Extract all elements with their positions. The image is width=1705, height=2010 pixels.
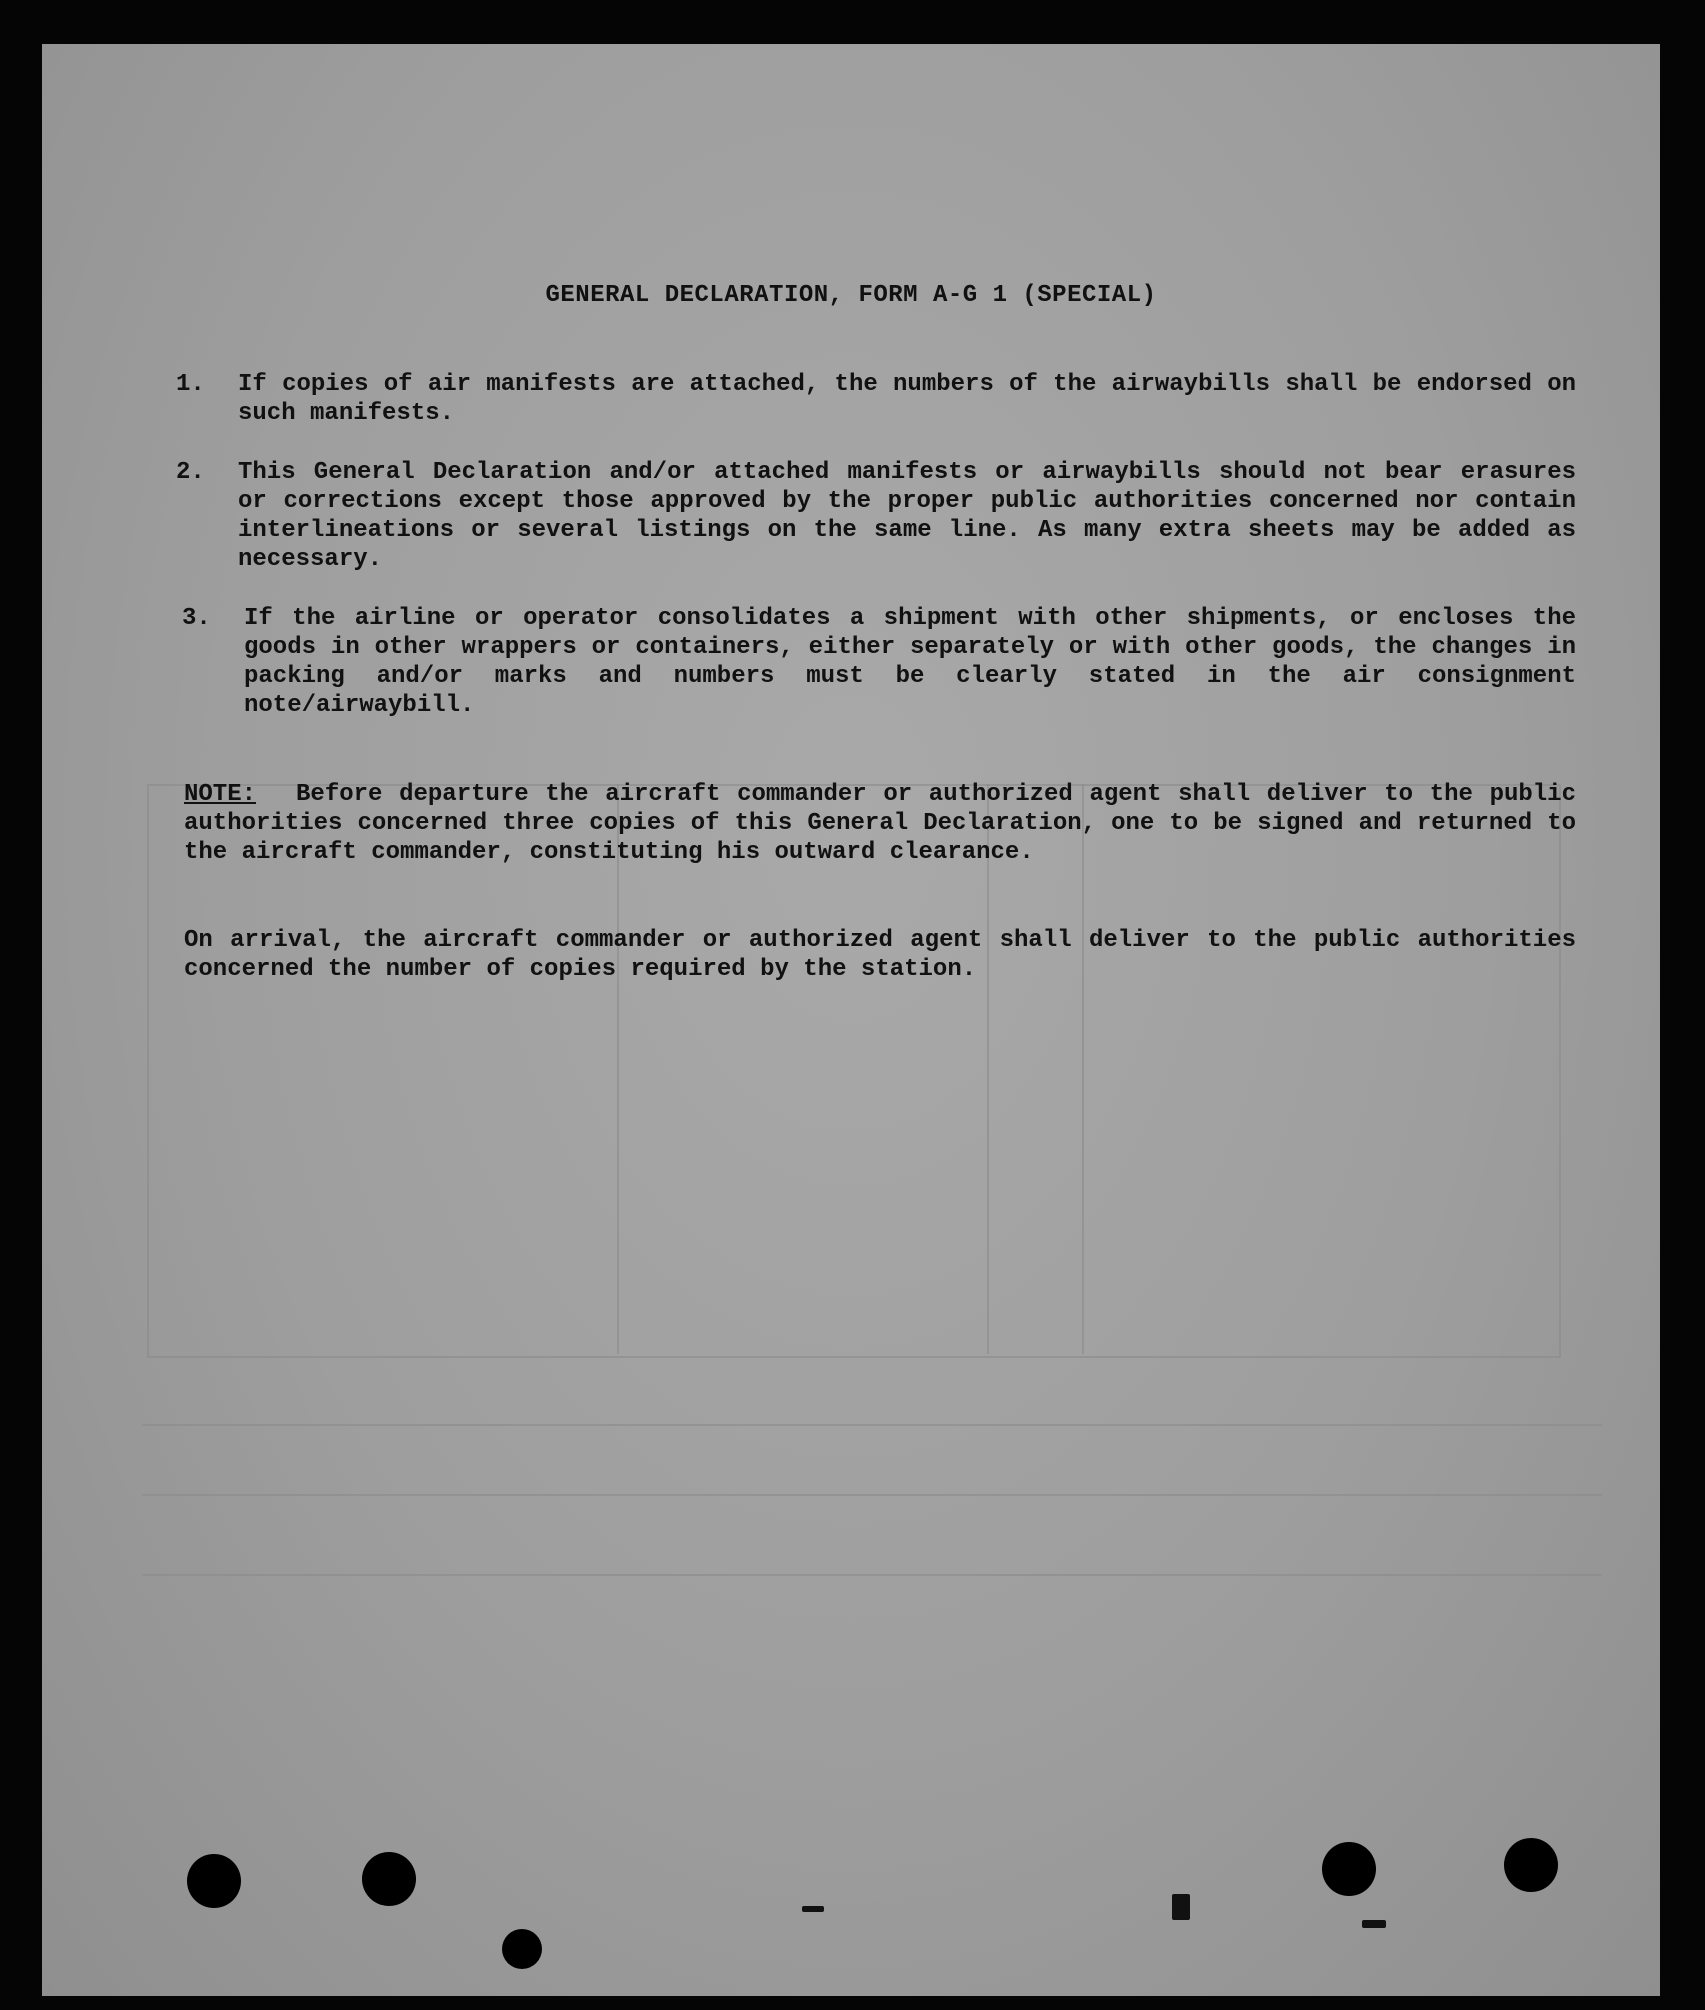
paper-speck [1362, 1920, 1386, 1928]
item-text: If copies of air manifests are attached, the numbers of the airwaybills shall be endorsed on such manifests. [238, 371, 1576, 427]
punch-hole [1504, 1838, 1558, 1892]
punch-hole [187, 1854, 241, 1908]
bleed-through-table [147, 784, 1561, 1358]
document-page [42, 44, 1660, 1996]
bleed-through-rule [617, 784, 619, 1354]
bleed-through-rule [142, 1424, 1602, 1426]
note-text: Before departure the aircraft commander or authorized agent shall deliver to the public authorities concerned three copies of this General Declaration, one to be signed and returned to the aircraft commander, constituting his outward clearance. [184, 781, 1576, 866]
item-text: This General Declaration and/or attached manifests or airwaybills should not bear erasures or corrections except those approved by the proper public authorities concerned nor contain interlineations or several listings on the same line. As many extra sheets may be added as necessary. [238, 459, 1576, 573]
list-item [176, 604, 1576, 720]
note-label: NOTE: [184, 781, 257, 808]
item-number: 1. [176, 371, 205, 398]
punch-hole [362, 1852, 416, 1906]
list-item [176, 370, 1576, 428]
paper-speck [802, 1906, 824, 1912]
document-title: GENERAL DECLARATION, FORM A-G 1 (SPECIAL) [545, 282, 1157, 309]
bleed-through-rule [1082, 784, 1084, 1354]
bleed-through-rule [142, 1574, 1602, 1576]
paper-speck [1172, 1894, 1190, 1920]
item-number: 3. [182, 605, 211, 632]
list-item [176, 458, 1576, 574]
item-text: If the airline or operator consolidates a shipment with other shipments, or encloses the goods in other wrappers or containers, either separately or with other goods, the changes in packing and/or marks and numbers must be clearly stated in the air consignment note/airwaybill. [244, 605, 1576, 719]
bleed-through-rule [987, 784, 989, 1354]
bleed-through-rule [142, 1494, 1602, 1496]
item-number: 2. [176, 459, 205, 486]
punch-hole [1322, 1842, 1376, 1896]
punch-hole [502, 1929, 542, 1969]
note-paragraph [184, 780, 1576, 867]
arrival-paragraph: On arrival, the aircraft commander or authorized agent shall deliver to the public authorities concerned the number of copies required by the station. [184, 927, 1576, 983]
